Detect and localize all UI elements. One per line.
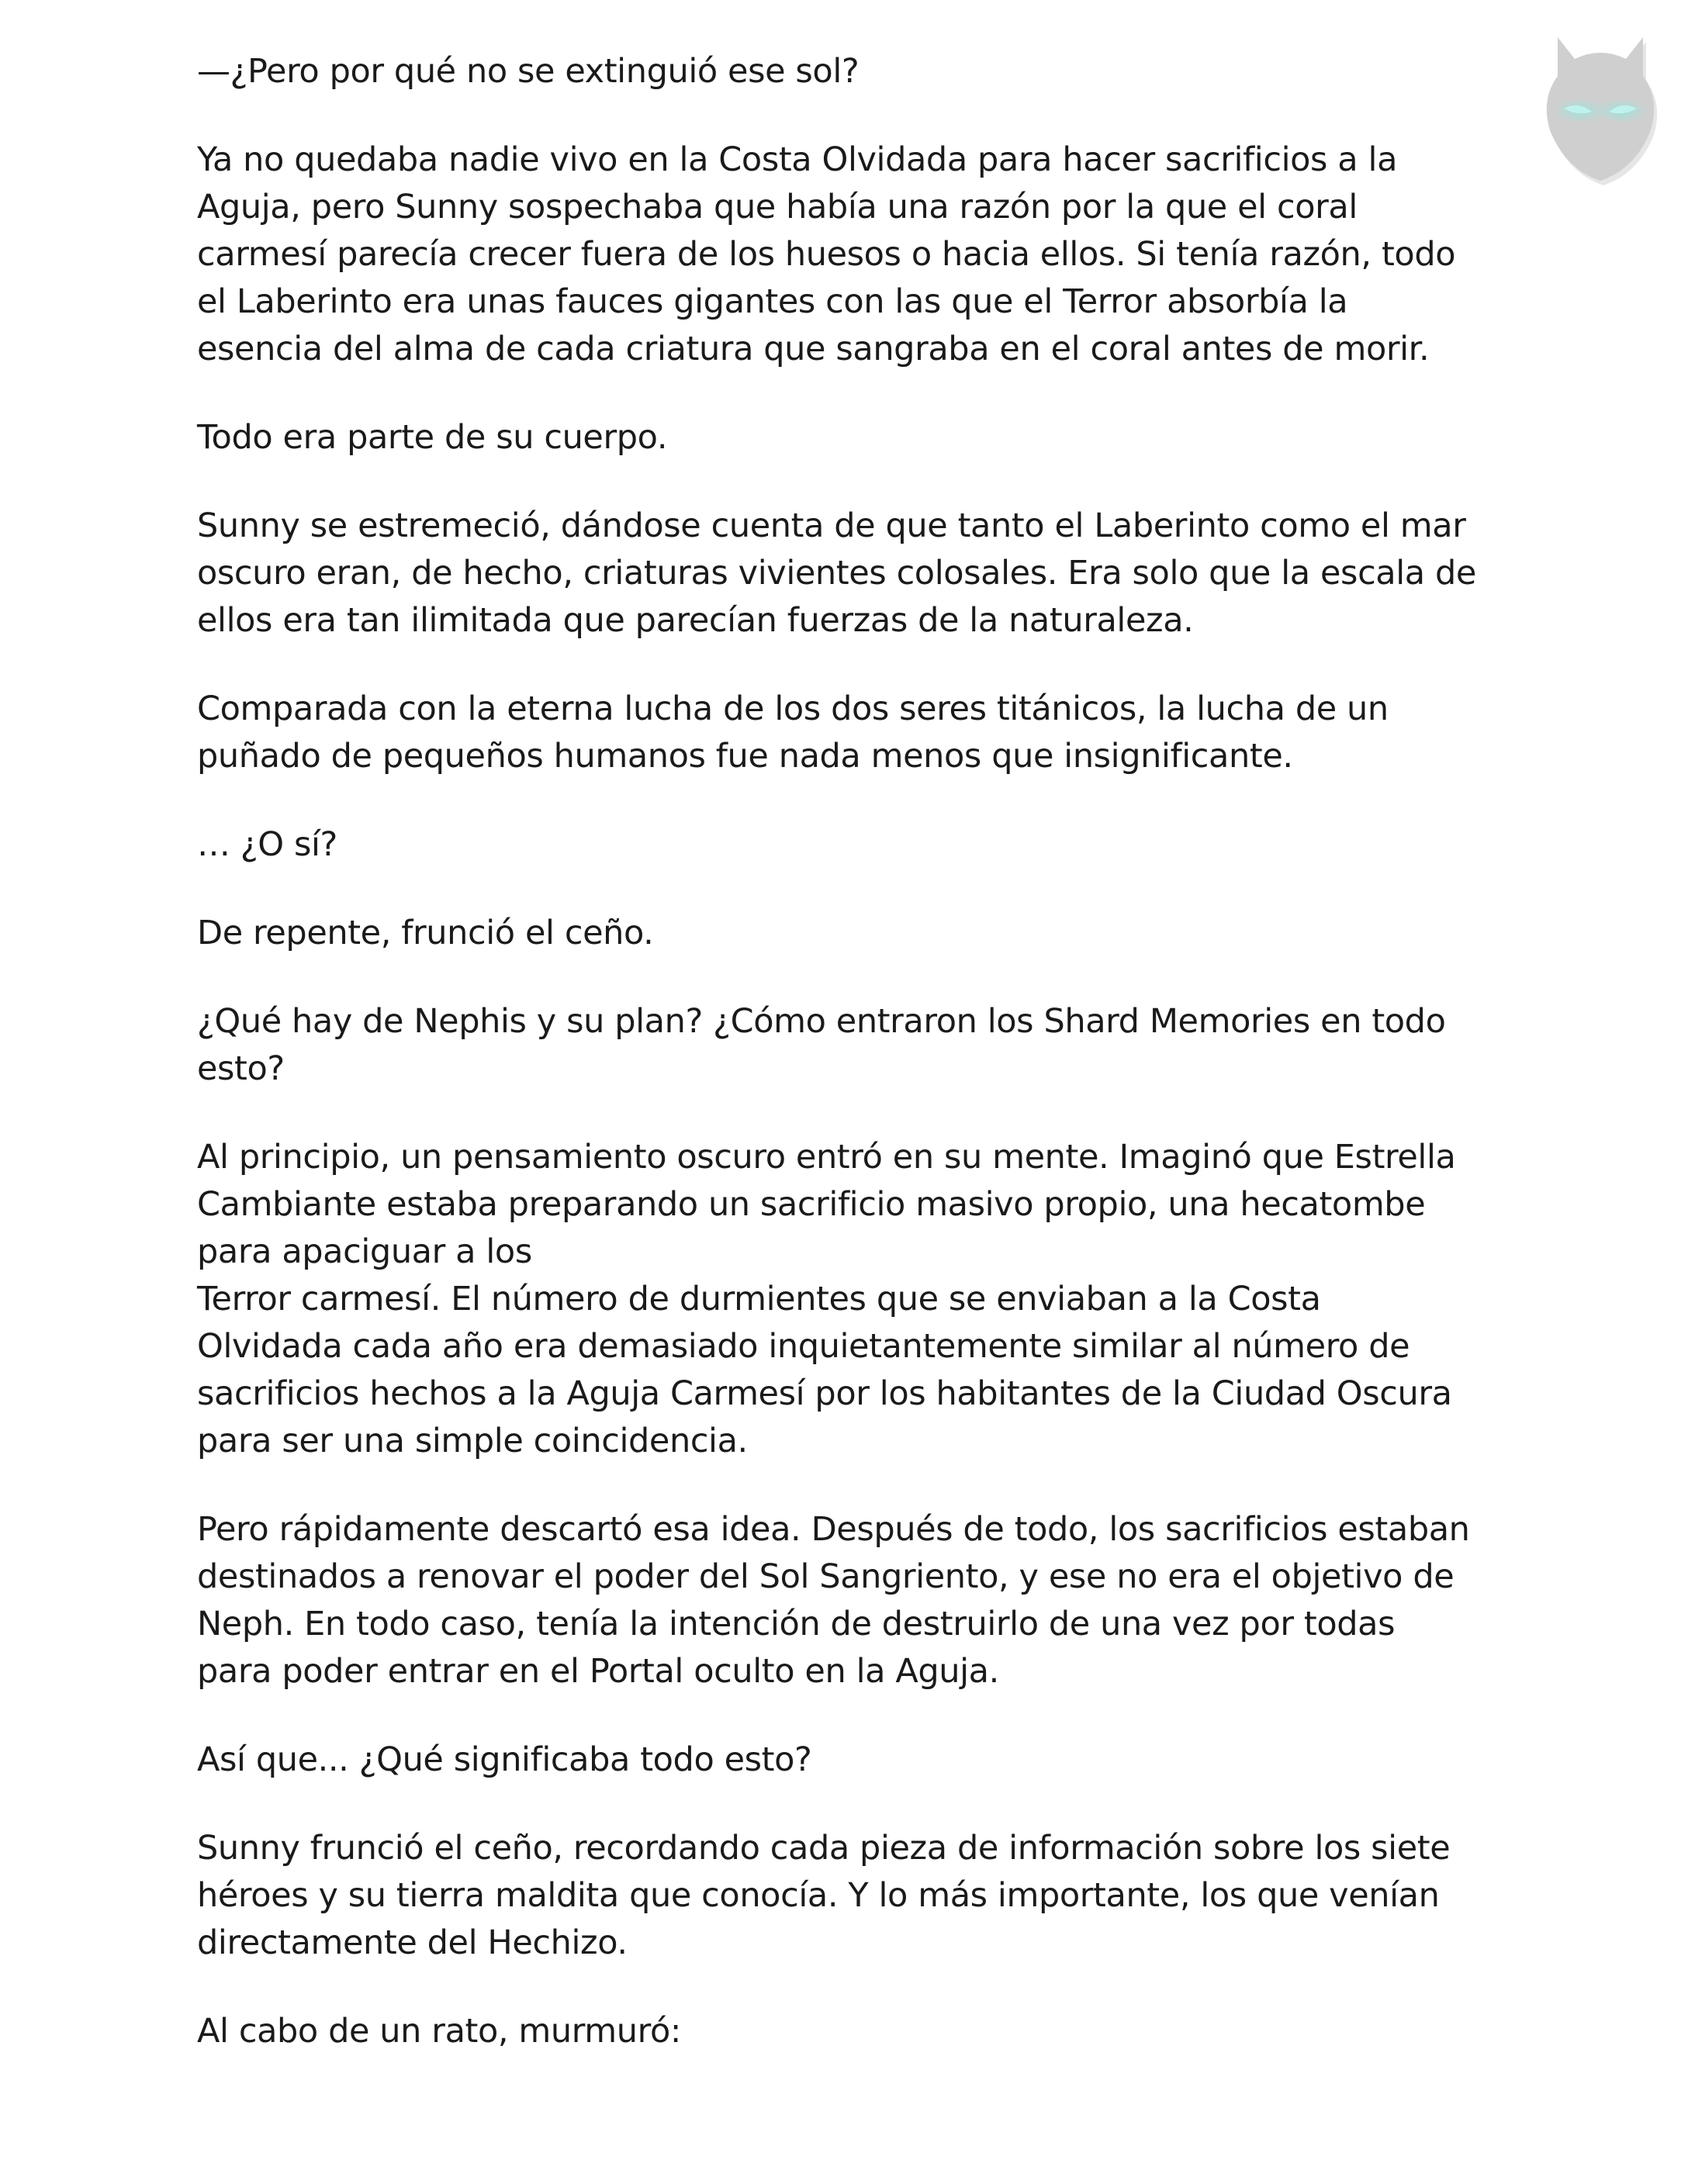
text-line: Terror carmesí. El número de durmientes que se enviaban a la Costa xyxy=(197,1280,1321,1318)
paragraph xyxy=(197,1506,1508,1695)
text-line: Al cabo de un rato, murmuró: xyxy=(197,2012,681,2051)
paragraph xyxy=(197,1825,1508,1967)
text-line: Sunny se estremeció, dándose cuenta de que tanto el Laberinto como el mar xyxy=(197,506,1466,545)
paragraph xyxy=(197,910,1508,957)
text-line: Sunny frunció el ceño, recordando cada pieza de información sobre los siete xyxy=(197,1829,1451,1868)
text-line: directamente del Hechizo. xyxy=(197,1923,628,1962)
text-line: puñado de pequeños humanos fue nada menos que insignificante. xyxy=(197,737,1293,776)
paragraph xyxy=(197,48,1508,95)
text-line: para ser una simple coincidencia. xyxy=(197,1422,748,1460)
text-line: Olvidada cada año era demasiado inquietantemente similar al número de xyxy=(197,1327,1410,1366)
paragraph xyxy=(197,136,1508,373)
text-line: ¿Qué hay de Nephis y su plan? ¿Cómo entraron los Shard Memories en todo xyxy=(197,1002,1446,1041)
text-line: … ¿O sí? xyxy=(197,825,337,864)
text-line: Cambiante estaba preparando un sacrificio masivo propio, una hecatombe xyxy=(197,1185,1426,1224)
text-line: héroes y su tierra maldita que conocía. Y lo más importante, los que venían xyxy=(197,1876,1440,1915)
text-line: esto? xyxy=(197,1049,285,1088)
paragraph xyxy=(197,414,1508,461)
text-line: para apaciguar a los xyxy=(197,1232,532,1271)
text-line: Ya no quedaba nadie vivo en la Costa Olvidada para hacer sacrificios a la xyxy=(197,140,1398,179)
text-line: sacrificios hechos a la Aguja Carmesí por los habitantes de la Ciudad Oscura xyxy=(197,1374,1452,1413)
chapter-text xyxy=(197,48,1508,2096)
text-line: Pero rápidamente descartó esa idea. Después de todo, los sacrificios estaban xyxy=(197,1510,1470,1549)
text-line: De repente, frunció el ceño. xyxy=(197,914,654,952)
text-line: destinados a renovar el poder del Sol Sangriento, y ese no era el objetivo de xyxy=(197,1557,1455,1596)
text-line: esencia del alma de cada criatura que sangraba en el coral antes de morir. xyxy=(197,330,1430,368)
text-line: ellos era tan ilimitada que parecían fuerzas de la naturaleza. xyxy=(197,601,1194,640)
text-line: carmesí parecía crecer fuera de los huesos o hacia ellos. Si tenía razón, todo xyxy=(197,235,1456,274)
paragraph xyxy=(197,503,1508,644)
demon-head-logo-icon xyxy=(1527,14,1674,188)
text-line: Así que... ¿Qué significaba todo esto? xyxy=(197,1740,812,1779)
paragraph xyxy=(197,686,1508,780)
text-line: Todo era parte de su cuerpo. xyxy=(197,418,668,457)
text-line: Comparada con la eterna lucha de los dos seres titánicos, la lucha de un xyxy=(197,689,1389,728)
paragraph xyxy=(197,2008,1508,2055)
text-line: —¿Pero por qué no se extinguió ese sol? xyxy=(197,52,860,91)
paragraph xyxy=(197,1134,1508,1465)
paragraph xyxy=(197,998,1508,1093)
text-line: Aguja, pero Sunny sospechaba que había una razón por la que el coral xyxy=(197,188,1358,226)
paragraph xyxy=(197,821,1508,869)
text-line: el Laberinto era unas fauces gigantes con las que el Terror absorbía la xyxy=(197,282,1348,321)
text-line: oscuro eran, de hecho, criaturas vivientes colosales. Era solo que la escala de xyxy=(197,554,1476,593)
paragraph xyxy=(197,1736,1508,1784)
text-line: Al principio, un pensamiento oscuro entró en su mente. Imaginó que Estrella xyxy=(197,1138,1456,1177)
text-line: para poder entrar en el Portal oculto en la Aguja. xyxy=(197,1652,999,1691)
text-line: Neph. En todo caso, tenía la intención de destruirlo de una vez por todas xyxy=(197,1605,1396,1643)
